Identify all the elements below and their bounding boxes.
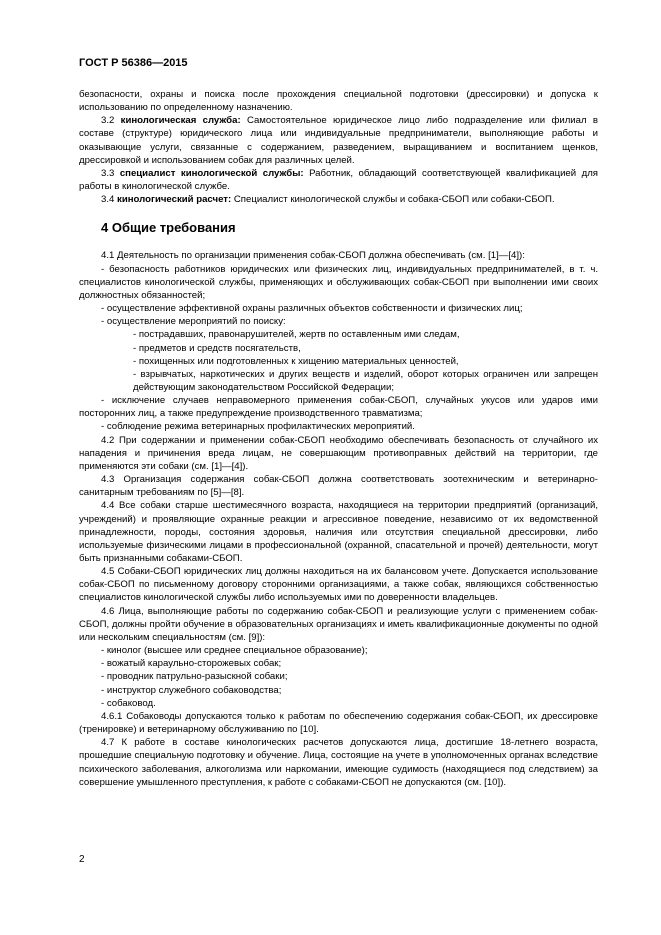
- definition-text: Самостоятельное юридическое лицо либо подразделение или филиал в составе (структуре) юридического лица или индивидуальные предприниматели, выполняющие работы и оказывающие услуги, связанные с содержанием, разведением, выращиванием и воспитанием щенков, дрессировкой и использованием собак для различных целей.: [79, 115, 598, 166]
- list-item: - осуществление мероприятий по поиску:: [101, 316, 286, 328]
- paragraph-4-7: 4.7 К работе в составе кинологических расчетов допускаются лица, достигшие 18-летнего возраста, прошедшие специальную подготовку и обучение. Лица, состоящие на учете в уполномоченных органах вследствие психического заболевания, алкоголизма или наркомании, имеющие судимость (находящиеся под следствием) за совершение умышленного преступления, к работе с собаками-СБОП не допускаются (см. [10]).: [79, 737, 598, 788]
- page-content: [79, 88, 598, 789]
- list-item: - безопасность работников юридических или физических лиц, индивидуальных предпринимателей, в т. ч. специалистов кинологической службы, применяющих и обслуживающих собак-СБОП при выполнении ими своих должностных обязанностей;: [79, 263, 598, 301]
- definition-term: специалист кинологической службы:: [119, 167, 304, 179]
- definition-3-2: [79, 114, 598, 167]
- paragraph-4-4: 4.4 Все собаки старше шестимесячного возраста, находящиеся на территории предприятий (организаций, учреждений) и проявляющие охранные реакции и агрессивное поведение, независимо от их ведомственной принадлежности, породы, состояния здоровья, наличия или отсутствия специальной дрессировки, либо используемые физическими лицами в профессиональной (охранной, спасательной и прочей) деятельности, могут быть признанными собаками-СБОП.: [79, 500, 598, 564]
- list-item: - исключение случаев неправомерного применения собак-СБОП, случайных укусов или ударов ими посторонних лиц, а также предупреждение производственного травматизма;: [79, 395, 598, 420]
- definition-3-3: [79, 167, 598, 193]
- page-number: 2: [79, 854, 85, 865]
- list-item: - проводник патрульно-разыскной собаки;: [101, 671, 288, 683]
- sub-list-item: - пострадавших, правонарушителей, жертв по оставленным ими следам,: [133, 329, 460, 341]
- definition-term: кинологическая служба:: [120, 115, 241, 127]
- definition-number: 3.4: [101, 194, 115, 206]
- list-item: - осуществление эффективной охраны различных объектов собственности и физических лиц;: [101, 303, 523, 315]
- paragraph-4-2: 4.2 При содержании и применении собак-СБОП необходимо обеспечивать безопасность от случайного их нападения и причинения вреда лицам, не совершающим противоправных действий на территории, где применяются эти собаки (см. [1]—[4]).: [79, 434, 598, 472]
- sub-list-item: - похищенных или подготовленных к хищению материальных ценностей,: [133, 355, 459, 367]
- list-item: - соблюдение режима ветеринарных профилактических мероприятий.: [101, 421, 415, 433]
- paragraph-4-3: 4.3 Организация содержания собак-СБОП должна соответствовать зоотехническим и ветеринарно-санитарным требованиям по [5]—[8].: [79, 474, 598, 499]
- definition-3-4: [79, 193, 598, 206]
- paragraph-4-5: 4.5 Собаки-СБОП юридических лиц должны находиться на их балансовом учете. Допускается использование собак-СБОП по письменному договору сторонними организациями, а также собак, являющихся собственностью специалистов кинологической службы либо используемых ими по доверенности владельцев.: [79, 566, 598, 604]
- list-item: - инструктор служебного собаководства;: [101, 684, 282, 696]
- definition-text: Специалист кинологической службы и собака-СБОП или собаки-СБОП.: [233, 194, 555, 206]
- definition-number: 3.2: [101, 115, 115, 127]
- list-item: - кинолог (высшее или среднее специальное образование);: [101, 645, 368, 657]
- definition-intro: безопасности, охраны и поиска после прохождения специальной подготовки (дрессировки) и допуска к использованию по определенному назначению.: [79, 89, 598, 114]
- sub-list-item: - взрывчатых, наркотических и других веществ и изделий, оборот которых ограничен или запрещен действующим законодательством Российской Федерации;: [133, 368, 598, 393]
- paragraph-4-6: 4.6 Лица, выполняющие работы по содержанию собак-СБОП и реализующие услуги с применением собак-СБОП, должны пройти обучение в образовательных организациях и иметь квалификационные документы по одной или нескольким специальностям (см. [9]):: [79, 605, 598, 643]
- paragraph-4-1: 4.1 Деятельность по организации применения собак-СБОП должна обеспечивать (см. [1]—[4]):: [101, 250, 525, 262]
- definition-number: 3.3: [101, 167, 115, 179]
- definition-term: кинологический расчет:: [117, 194, 232, 206]
- definition-text: Работник, обладающий соответствующей квалификацией для работы в кинологической службе.: [79, 167, 598, 193]
- list-item: - вожатый караульно-сторожевых собак;: [101, 658, 282, 670]
- sub-list-item: - предметов и средств посягательств,: [133, 342, 301, 354]
- list-item: - собаковод.: [101, 697, 156, 709]
- document-header: ГОСТ Р 56386—2015: [79, 57, 188, 69]
- section-heading: 4 Общие требования: [101, 220, 236, 236]
- paragraph-4-6-1: 4.6.1 Собаководы допускаются только к работам по обеспечению содержания собак-СБОП, их дрессировке (тренировке) и ветеринарному обслуживанию по [10].: [79, 710, 598, 736]
